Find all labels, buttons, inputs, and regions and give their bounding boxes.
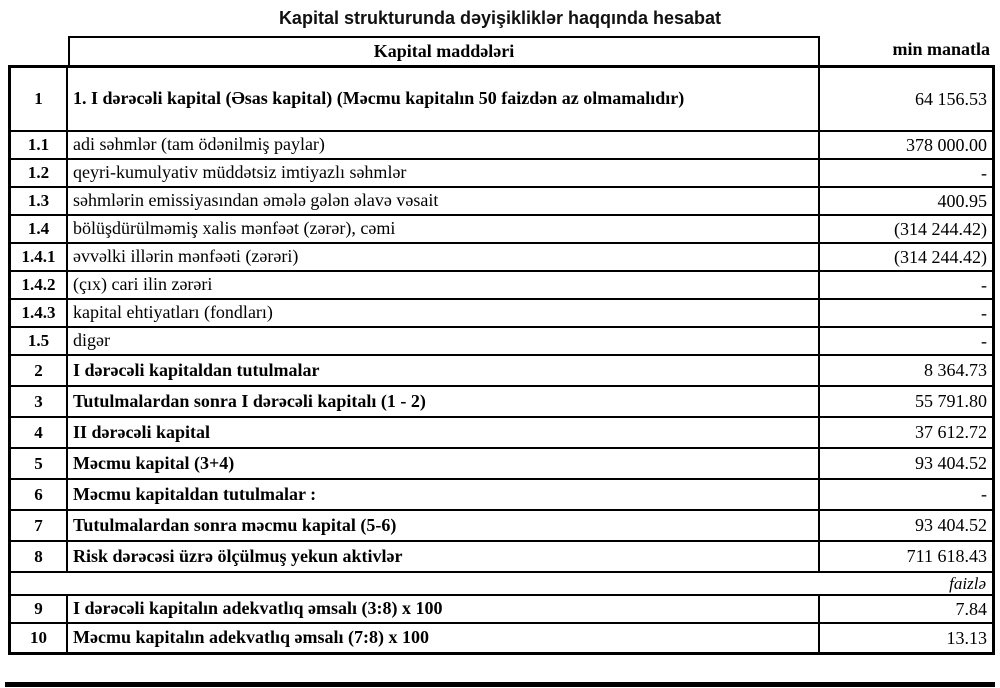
row-value: 93 404.52: [915, 453, 987, 473]
table-body: [11, 68, 992, 652]
column-header-unit-label: min manatla: [892, 39, 990, 59]
row-label: II dərəcəli kapital: [68, 418, 820, 447]
row-value: 8 364.73: [924, 360, 987, 380]
table-row: [11, 418, 992, 449]
row-label: Tutulmalardan sonra I dərəcəli kapitalı (1 - 2): [68, 387, 820, 416]
row-number: 2: [11, 356, 68, 385]
table-row: [11, 216, 992, 244]
row-number: 3: [11, 387, 68, 416]
row-label: səhmlərin emissiyasından əmələ gələn əlavə vəsait: [68, 188, 820, 214]
table-row: [11, 188, 992, 216]
column-header-unit: [822, 36, 993, 63]
table-row: [11, 511, 992, 542]
report-title: Kapital strukturunda dəyişikliklər haqqında hesabat: [278, 8, 722, 28]
table-row: [11, 596, 992, 624]
row-number: 1.4: [11, 216, 68, 242]
row-value: 13.13: [946, 627, 987, 648]
capital-structure-table: [8, 65, 995, 655]
row-number: 1.3: [11, 188, 68, 214]
table-row: [11, 542, 992, 573]
row-label: Məcmu kapitalın adekvatlıq əmsalı (7:8) x 100: [68, 624, 820, 652]
table-row: [11, 449, 992, 480]
row-label: kapital ehtiyatları (fondları): [68, 300, 820, 326]
row-value: -: [981, 330, 987, 351]
row-label: (çıx) cari ilin zərəri: [68, 272, 820, 298]
table-row: [11, 272, 992, 300]
row-number: 5: [11, 449, 68, 478]
row-value: -: [981, 484, 987, 504]
row-label: bölüşdürülməmiş xalis mənfəət (zərər), cəmi: [68, 216, 820, 242]
row-value: 378 000.00: [906, 134, 987, 155]
percent-separator-row: [11, 573, 992, 596]
row-number: 1.5: [11, 328, 68, 354]
row-label: Məcmu kapital (3+4): [68, 449, 820, 478]
table-row: [11, 68, 992, 132]
row-number: 10: [11, 624, 68, 652]
row-number: 8: [11, 542, 68, 571]
row-label: əvvəlki illərin mənfəəti (zərəri): [68, 244, 820, 270]
table-row: [11, 300, 992, 328]
table-row: [11, 328, 992, 356]
page-bottom-rule: [5, 682, 995, 687]
row-label: adi səhmlər (tam ödənilmiş paylar): [68, 132, 820, 158]
row-number: 6: [11, 480, 68, 509]
row-value: 400.95: [937, 190, 987, 211]
percent-label: faizlə: [949, 573, 986, 593]
row-value: -: [981, 274, 987, 295]
table-row: [11, 160, 992, 188]
row-value: 37 612.72: [915, 422, 987, 442]
row-number: 4: [11, 418, 68, 447]
row-value: 55 791.80: [915, 391, 987, 411]
table-row: [11, 624, 992, 652]
row-label: Tutulmalardan sonra məcmu kapital (5-6): [68, 511, 820, 540]
row-number: 1.2: [11, 160, 68, 186]
row-value: 93 404.52: [915, 515, 987, 535]
row-number: 1.4.1: [11, 244, 68, 270]
column-header-items: [68, 36, 820, 65]
row-label: 1. I dərəcəli kapital (Əsas kapital) (Məcmu kapitalın 50 faizdən az olmamalıdır): [68, 68, 820, 130]
row-number: 1.4.3: [11, 300, 68, 326]
row-label: digər: [68, 328, 820, 354]
row-value: 7.84: [955, 598, 987, 619]
row-label: I dərəcəli kapitaldan tutulmalar: [68, 356, 820, 385]
table-row: [11, 356, 992, 387]
row-value: -: [981, 162, 987, 183]
table-row: [11, 387, 992, 418]
table-row: [11, 480, 992, 511]
row-number: 9: [11, 596, 68, 622]
table-row: [11, 132, 992, 160]
column-header-items-label: Kapital maddələri: [373, 41, 515, 61]
row-value: 711 618.43: [906, 546, 987, 566]
row-label: I dərəcəli kapitalın adekvatlıq əmsalı (3:8) x 100: [68, 596, 820, 622]
row-value: 64 156.53: [915, 88, 987, 109]
row-label: Risk dərəcəsi üzrə ölçülmuş yekun aktivlər: [68, 542, 820, 571]
row-value: (314 244.42): [894, 218, 987, 239]
row-value: (314 244.42): [894, 246, 987, 267]
row-number: 7: [11, 511, 68, 540]
table-row: [11, 244, 992, 272]
row-number: 1: [11, 68, 68, 130]
row-number: 1.4.2: [11, 272, 68, 298]
row-value: -: [981, 302, 987, 323]
row-label: Məcmu kapitaldan tutulmalar :: [68, 480, 820, 509]
row-label: qeyri-kumulyativ müddətsiz imtiyazlı səhmlər: [68, 160, 820, 186]
row-number: 1.1: [11, 132, 68, 158]
